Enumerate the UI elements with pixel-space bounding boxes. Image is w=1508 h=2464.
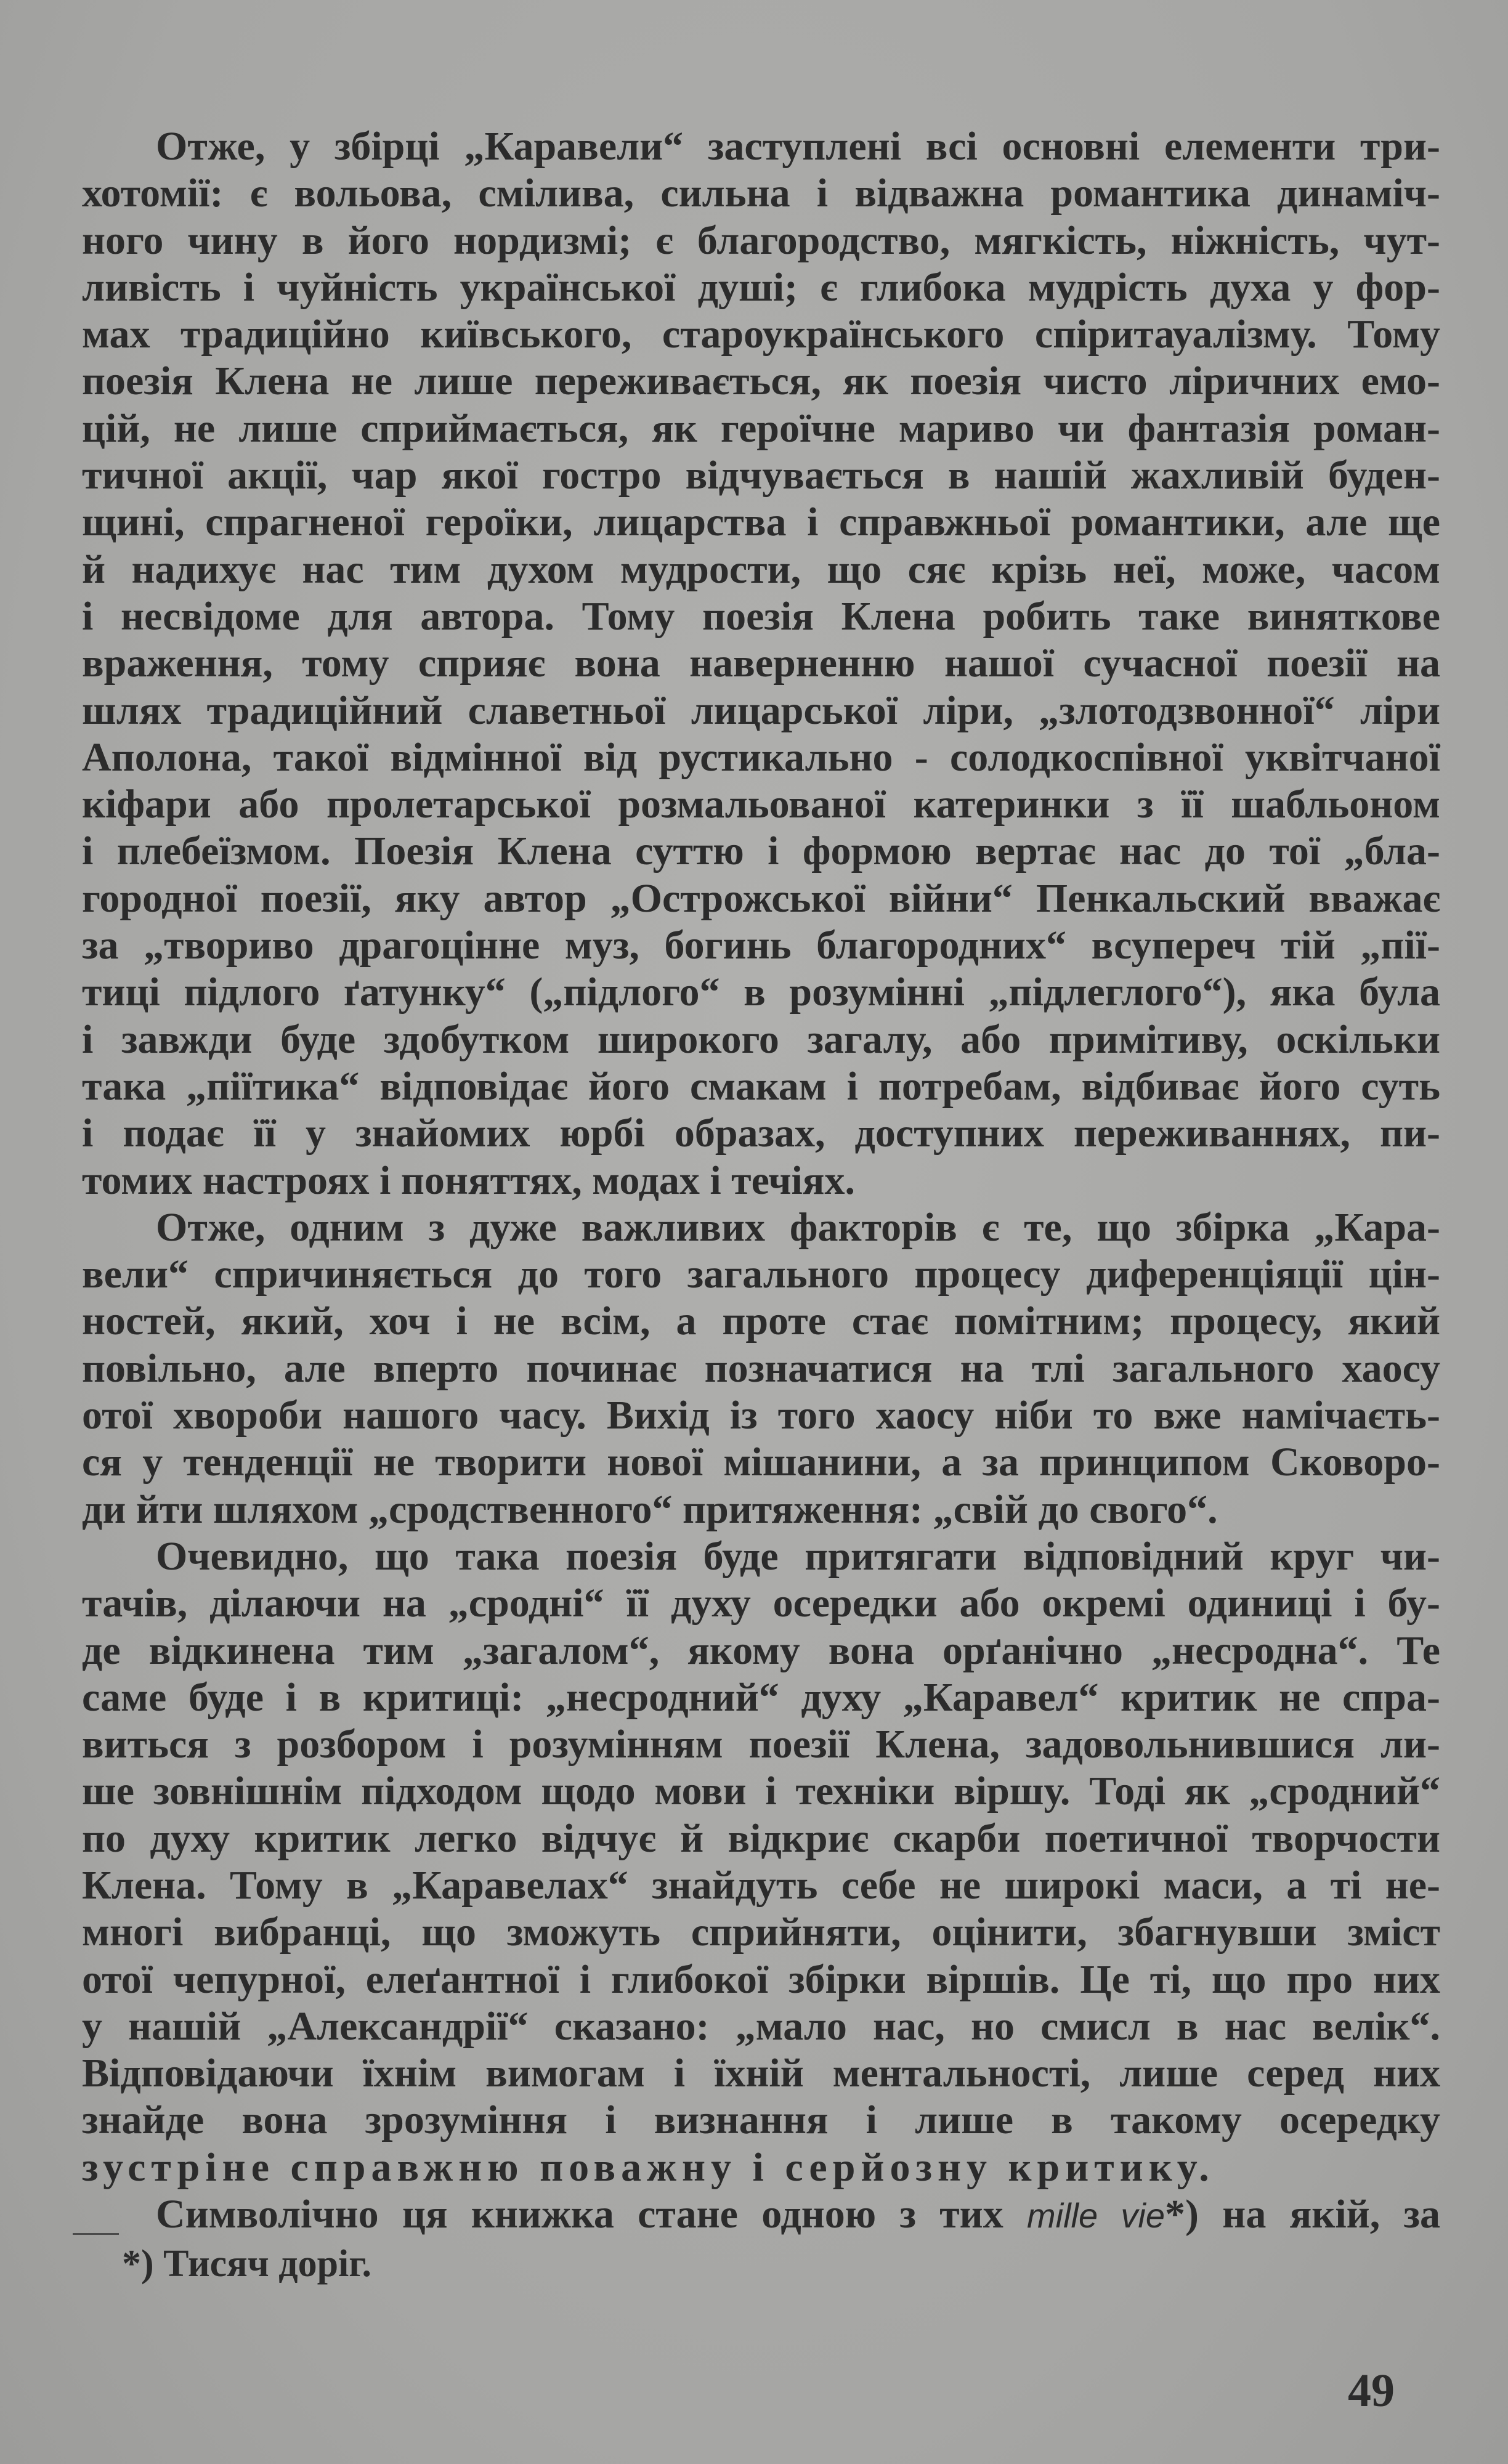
text-line: вели“ спричиняється до того загального процесу диференціяції цін-: [82, 1252, 1440, 1297]
text-line: саме буде і в критиці: „несродний“ духу „Каравел“ критик не спра-: [82, 1674, 1440, 1720]
text-line: кіфари або пролетарської розмальованої катеринки з її шабльоном: [82, 782, 1440, 827]
text-line: Очевидно, що така поезія буде притягати відповідний круг чи-: [156, 1533, 1440, 1579]
text-line: за „твориво драгоцінне муз, богинь благородних“ всупереч тій „пії-: [82, 923, 1440, 968]
text-line: де відкинена тим „загалом“, якому вона орґанічно „несродна“. Те: [82, 1627, 1440, 1673]
text-line: і несвідоме для автора. Тому поезія Клена робить таке виняткове: [82, 593, 1440, 639]
text-line: повільно, але вперто починає позначатися на тлі загального хаосу: [82, 1345, 1440, 1391]
paragraph: [82, 1533, 1440, 2191]
text-fragment: *) на якій, за: [1165, 2192, 1440, 2237]
footnote-rule: [73, 2233, 119, 2235]
text-line: томих настроях і поняттях, модах і течіях.: [82, 1157, 855, 1203]
text-line: знайде вона зрозуміння і визнання і лише в такому осередку: [82, 2097, 1440, 2143]
text-line: й надихує нас тим духом мудрости, що сяє крізь неї, може, часом: [82, 546, 1440, 592]
paragraph: [82, 123, 1440, 1204]
page-text: [82, 123, 1440, 2238]
foreign-phrase: mille vie: [1026, 2196, 1165, 2235]
text-line: така „піїтика“ відповідає його смакам і потребам, відбиває його суть: [82, 1063, 1440, 1109]
text-line: враження, тому сприяє вона наверненню нашої сучасної поезії на: [82, 641, 1440, 686]
text-line: Отже, у збірці „Каравели“ заступлені всі основні елементи три-: [156, 124, 1440, 169]
text-line: тичної акції, чар якої гостро відчувається в нашій жахливій буден-: [82, 453, 1440, 498]
text-line: щині, спрагненої героїки, лицарства і справжньої романтики, але ще: [82, 500, 1440, 545]
text-line: многі вибранці, що зможуть сприйняти, оцінити, збагнувши зміст: [82, 1910, 1440, 1955]
text-line: по духу критик легко відчує й відкриє скарби поетичної творчости: [82, 1815, 1440, 1861]
text-line: ся у тенденції не творити нової мішанини, а за принципом Сковоро-: [82, 1440, 1440, 1485]
text-line: у нашій „Александрії“ сказано: „мало нас, но смисл в нас велік“.: [82, 2003, 1440, 2049]
text-line: отої чепурної, елеґантної і глибокої збірки віршів. Це ті, що про них: [82, 1956, 1440, 2002]
text-line: мах традиційно київського, староукраїнського спіритауалізму. Тому: [82, 312, 1440, 357]
text-line: Відповідаючи їхнім вимогам і їхній ментальності, лише серед них: [82, 2051, 1440, 2096]
text-line: ше зовнішнім підходом щодо мови і техніки віршу. Тоді як „сродний“: [82, 1769, 1440, 1814]
text-line: Клена. Тому в „Каравелах“ знайдуть себе не широкі маси, а ті не-: [82, 1862, 1440, 1908]
text-line: городної поезії, яку автор „Острожської війни“ Пенкальский вважає: [82, 875, 1440, 921]
text-line: і плебеїзмом. Поезія Клена суттю і формою вертає нас до тої „бла-: [82, 829, 1440, 874]
text-line: ностей, який, хоч і не всім, а проте стає помітним; процесу, який: [82, 1299, 1440, 1344]
text-line: тиці підлого ґатунку“ („підлого“ в розумінні „підлеглого“), яка була: [82, 970, 1440, 1015]
text-line: поезія Клена не лише переживається, як поезія чисто ліричних емо-: [82, 359, 1440, 404]
text-line: хотомії: є вольова, смілива, сильна і відважна романтика динаміч-: [82, 171, 1440, 216]
page-number: 49: [1348, 2365, 1395, 2417]
text-line: зустріне справжню поважну і серйозну критику.: [82, 2144, 1215, 2190]
paragraph-last-line: [82, 2191, 1440, 2238]
text-line: і подає її у знайомих юрбі образах, доступних переживаннях, пи-: [82, 1111, 1440, 1156]
text-line: Аполона, такої відмінної від рустикально - солодкоспівної уквітчаної: [82, 734, 1440, 780]
paragraph: [82, 1204, 1440, 1533]
footnote: *) Тисяч доріг.: [122, 2243, 371, 2285]
text-line: тачів, ділаючи на „сродні“ її духу осередки або окремі одиниці і бу-: [82, 1581, 1440, 1626]
text-line: і завжди буде здобутком широкого загалу, або примітиву, оскільки: [82, 1016, 1440, 1062]
text-line: отої хвороби нашого часу. Вихід із того хаосу ніби то вже намічаєть-: [82, 1393, 1440, 1438]
text-line: виться з розбором і розумінням поезії Клена, задовольнившися ли-: [82, 1722, 1440, 1767]
text-line: ди йти шляхом „сродственного“ притяження: „свій до свого“.: [82, 1486, 1218, 1532]
text-line: ливість і чуйність української душі; є глибока мудрість духа у фор-: [82, 264, 1440, 310]
text-line: цій, не лише сприймається, як героїчне мариво чи фантазія роман-: [82, 405, 1440, 451]
text-line: ного чину в його нордизмі; є благородство, мягкість, ніжність, чут-: [82, 217, 1440, 263]
text-line: Отже, одним з дуже важливих факторів є те, що збірка „Кара-: [156, 1204, 1440, 1250]
text-fragment: Символічно ця книжка стане одною з тих: [156, 2192, 1027, 2237]
text-line: шлях традиційний славетньої лицарської ліри, „злотодзвонної“ ліри: [82, 687, 1440, 733]
